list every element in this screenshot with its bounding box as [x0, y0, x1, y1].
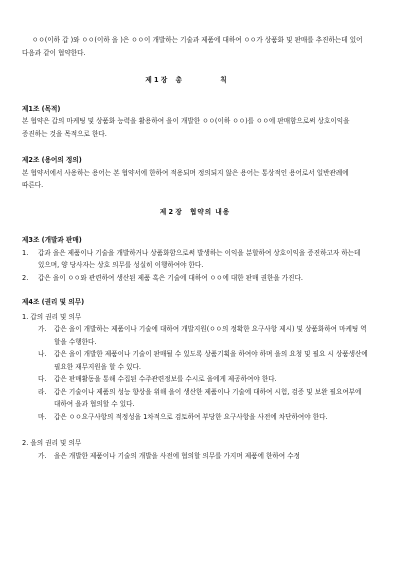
list-item-marker: 마. [38, 412, 47, 421]
chapter-2-heading [22, 206, 368, 219]
list-item [22, 450, 368, 463]
list-item [22, 247, 368, 272]
list-item-marker: 가. [38, 325, 47, 333]
list-item [22, 348, 368, 373]
chapter-1-number: 제 1 장 [145, 76, 168, 84]
article-2-title: 제2조 (용어의 정의) [22, 156, 82, 164]
list-item [22, 373, 368, 386]
list-item-marker: 가. [38, 451, 47, 460]
list-item-text: 갑과 을은 제품이나 기술을 개발하거나 상품화함으로써 발생하는 이익을 분할하여 상호이익을 증진하고자 하는데 있으며, 양 당사자는 상호 의무를 성실히 이행하여야 한다. [38, 248, 361, 269]
list-item [22, 323, 368, 348]
list-item-number: 2. [22, 273, 29, 282]
list-item [22, 386, 368, 411]
list-item [22, 411, 368, 424]
list-item-number: 1. [22, 248, 29, 257]
list-item-text: 갑은 을이 개발한 제품이나 기술이 판매될 수 있도록 상품기획을 하여야 하며 을의 요청 및 필요 시 상품생산에 필요한 재무지원을 할 수 있다. [54, 350, 368, 371]
list-item-text: 갑은 을이 개발하는 제품이나 기술에 대하여 개발지원(ㅇㅇ의 정확한 요구사항 제시) 및 상품화하여 마케팅 역할을 수행한다. [54, 325, 367, 346]
list-item-text: 을은 개발한 제품이나 기술의 개발을 사전에 협의할 의무를 가지며 제품에 한하여 수정 [54, 451, 300, 460]
article-4-sub-2-heading: 2. 을의 권리 및 의무 [22, 439, 82, 447]
chapter-2-title: 협약의 내용 [190, 207, 231, 216]
chapter-1-title: 총 칙 [175, 76, 245, 84]
list-item-marker: 라. [38, 387, 47, 396]
list-item [22, 272, 368, 285]
article-4-title: 제4조 (권리 및 의무) [22, 298, 85, 306]
list-item-marker: 다. [38, 375, 47, 383]
chapter-2-number: 제 2 장 [159, 207, 182, 216]
intro-paragraph: ㅇㅇ(이하 갑 )와 ㅇㅇ(이하 을 )은 ㅇㅇ이 개발하는 기술과 제품에 대하여 ㅇㅇ가 상품화 및 판매를 추진하는데 있어 다음과 같이 협약한다. [22, 36, 363, 57]
article-4-sub-1-heading: 1. 갑의 권리 및 의무 [22, 312, 82, 321]
list-item-text: 갑은 ㅇㅇ요구사항의 적정성을 1차적으로 검토하여 부당한 요구사항을 사전에 차단하여야 한다. [54, 412, 328, 421]
article-1-body: 본 협약은 갑의 마케팅 및 상품화 능력을 활용하여 을이 개발한 ㅇㅇ(이하 ㅇㅇ)를 ㅇㅇ에 판매함으로써 상호이익을 증진하는 것을 목적으로 한다. [22, 117, 350, 138]
list-item-text: 갑은 을이 ㅇㅇ와 관련하여 생산된 제품 혹은 기술에 대하여 ㅇㅇ에 대한 판매 권한을 가진다. [38, 273, 304, 282]
list-item-text: 갑은 판매활동을 통해 수집된 수주관련정보를 수시로 을에게 제공하여야 한다. [54, 375, 277, 383]
chapter-1-heading [22, 74, 368, 87]
article-2-body: 본 협약서에서 사용하는 용어는 본 협약서에 한하여 적용되며 정의되지 않은 용어는 통상적인 용어로서 일반관례에 따른다. [22, 168, 349, 189]
article-1-title: 제1조 (목적) [22, 104, 61, 113]
article-3-title: 제3조 (개발과 판매) [22, 236, 82, 244]
list-item-text: 갑은 기술이나 제품의 성능 향상을 위해 을이 생산한 제품이나 기술에 대하여 시험, 검증 및 보완 필요여부에 대하여 을과 협의할 수 있다. [54, 387, 362, 408]
list-item-marker: 나. [38, 350, 47, 358]
